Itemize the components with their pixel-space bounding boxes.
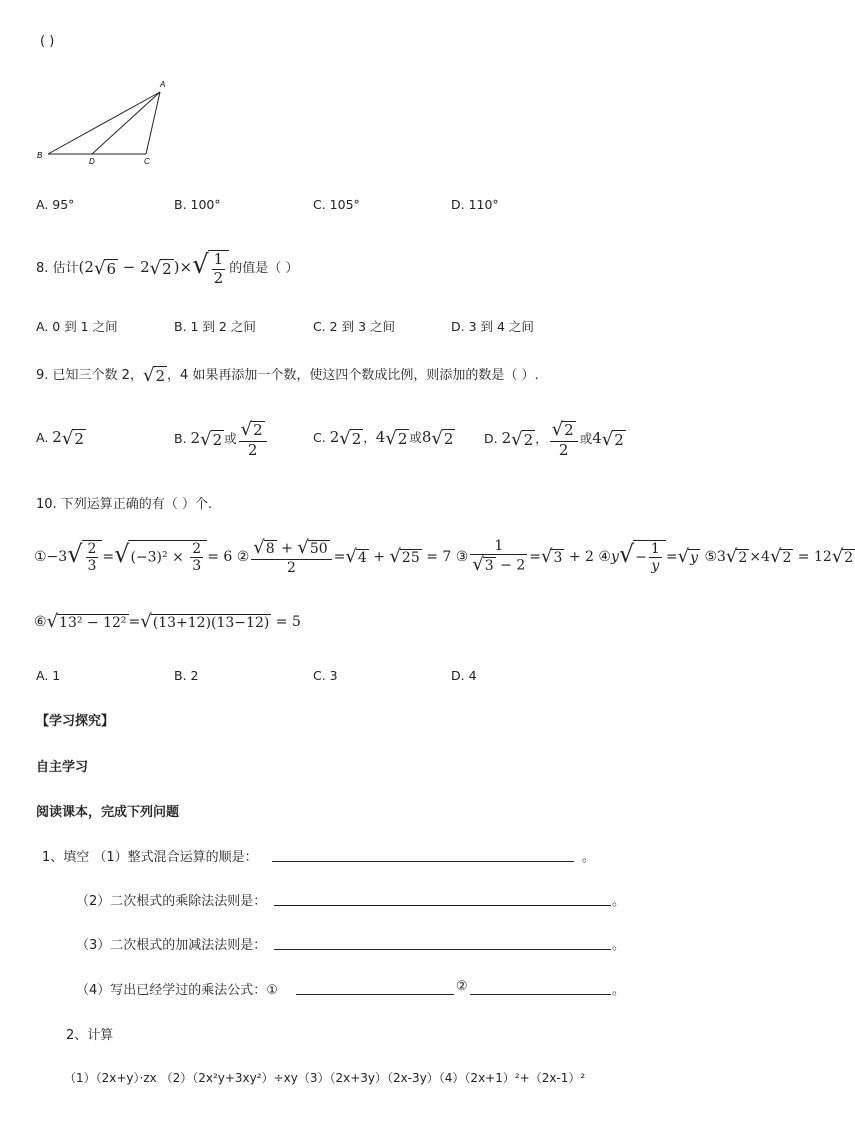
expr-3: ③ $\frac{1}{√3 - 2}$ =√3 + 2 — [455, 538, 594, 576]
q8-option-d[interactable]: D. 3 到 4 之间 — [451, 319, 534, 334]
subsection-read-textbook: 阅读课本，完成下列问题 — [36, 805, 180, 820]
q7-option-a[interactable]: A. 95° — [36, 197, 75, 212]
vertex-label-b: B — [37, 151, 43, 160]
fill-item-3-end: 。 — [612, 938, 626, 953]
subsection-self-study: 自主学习 — [36, 760, 89, 775]
fill-item-3: （3）二次根式的加减法法则是： — [76, 938, 267, 953]
q8-suffix: 的值是（ ） — [229, 260, 299, 276]
q8-expr-open: (2 — [78, 257, 94, 276]
q10-option-d[interactable]: D. 4 — [451, 668, 477, 683]
expr-1: ①−3√ $\frac{2}{3}$ =√(−3)² × $\frac{2}{3}$ = 6 — [34, 539, 233, 575]
question-10-title: 10. 下列运算正确的有（ ）个. — [36, 497, 213, 512]
section-title: 【学习探究】 — [36, 714, 115, 729]
q8-option-b[interactable]: B. 1 到 2 之间 — [174, 319, 256, 334]
fill-item-4-end: 。 — [612, 983, 626, 998]
q8-prefix: 8. 估计 — [36, 260, 79, 276]
fill-blank-3[interactable] — [274, 948, 611, 950]
q8-sqrt-2: √2 — [149, 257, 172, 279]
fill-blank-1[interactable] — [272, 860, 574, 862]
q9-option-b[interactable]: B. 2√2 或 $\frac{√2}{2}$ — [174, 420, 269, 459]
calc-problem-1: （1）（2x+y）·zx — [64, 1071, 157, 1085]
fill-item-2: （2）二次根式的乘除法法则是： — [76, 894, 267, 909]
q8-option-c[interactable]: C. 2 到 3 之间 — [313, 319, 396, 334]
vertex-label-c: C — [144, 157, 150, 166]
expr-4: ④y√− $\frac{1}{y} =√y$ — [598, 539, 698, 575]
fill-blank-4b[interactable] — [470, 993, 611, 995]
answer-paren: ( ) — [40, 34, 55, 49]
q9-option-c[interactable]: C. 2√2 ，4√2 或8√2 — [313, 428, 454, 449]
question-9: 9. 已知三个数 2，√2 ，4 如果再添加一个数，使这四个数成比例，则添加的数是（ ）. — [36, 365, 539, 386]
fill-item-4: （4）写出已经学过的乘法公式：① — [76, 983, 278, 998]
calc-problem-3: （3）（2x+3y）（2x-3y） — [297, 1071, 439, 1085]
q10-option-c[interactable]: C. 3 — [313, 668, 338, 683]
q8-option-a[interactable]: A. 0 到 1 之间 — [36, 319, 118, 334]
q10-option-a[interactable]: A. 1 — [36, 668, 61, 683]
q10-option-b[interactable]: B. 2 — [174, 668, 199, 683]
vertex-label-a: A — [160, 80, 166, 89]
expr-6: ⑥√13² − 12² =√(13+12)(13−12) = 5 — [34, 611, 301, 632]
fill-blank-2[interactable] — [274, 904, 611, 906]
fill-item-4-mid: ② — [456, 979, 468, 994]
q7-option-c[interactable]: C. 105° — [313, 197, 360, 212]
q10-expressions-line1 — [34, 538, 855, 576]
fill-blank-4a[interactable] — [296, 993, 454, 995]
expr-5: ⑤3√2 ×4√2 = 12√2 — [704, 546, 854, 568]
q10-expressions-line2 — [34, 611, 301, 632]
calc-problem-4: （4）（2x+1）²+（2x-1）² — [438, 1071, 586, 1085]
q8-sqrt-half: √ $\frac{1}{2}$ — [192, 250, 229, 287]
q9-option-a[interactable]: A. 2√2 — [36, 428, 84, 449]
question-8: 8. 估计(2√6 − 2√2 )×√ $\frac{1}{2}$ 的值是（ ） — [36, 250, 299, 287]
calc-title: 2、计算 — [66, 1028, 114, 1043]
calc-problems — [64, 1069, 585, 1086]
q8-sqrt-6: √6 — [93, 257, 116, 279]
fill-item-1: 1、填空 （1）整式混合运算的顺是： — [42, 850, 258, 865]
triangle-figure — [34, 76, 174, 168]
q9-sqrt-2: √2 — [142, 365, 165, 386]
q7-option-d[interactable]: D. 110° — [451, 197, 499, 212]
fill-item-2-end: 。 — [612, 894, 626, 909]
vertex-label-d: D — [89, 157, 95, 166]
expr-2: ② $\frac{√8 + √50}{2}$ =√4 + √25 = 7 — [236, 537, 452, 576]
q9-option-d[interactable]: D. 2√2 ， $\frac{√2}{2}$ 或4√2 — [484, 419, 624, 459]
calc-problem-2: （2）（2x²y+3xy²）÷xy — [160, 1071, 298, 1085]
fill-item-1-end: 。 — [582, 850, 596, 865]
q7-option-b[interactable]: B. 100° — [174, 197, 221, 212]
